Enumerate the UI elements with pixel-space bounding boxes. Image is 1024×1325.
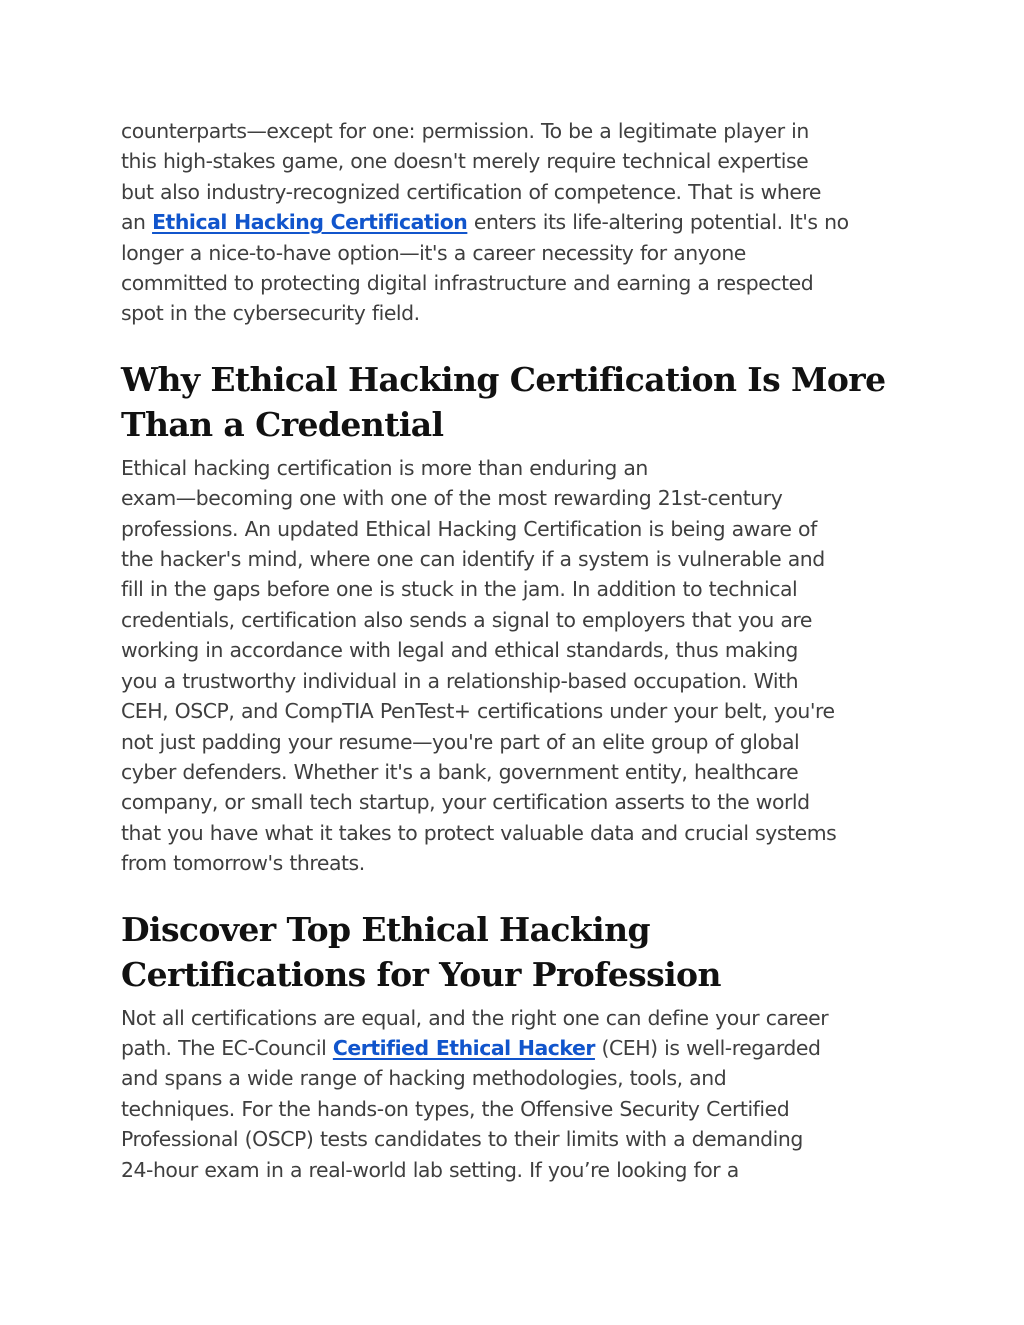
why-certification-paragraph bbox=[121, 453, 911, 879]
text-line: Not all certifications are equal, and the right one can define your career bbox=[121, 1005, 829, 1030]
text-line: spot in the cybersecurity field. bbox=[121, 301, 420, 326]
text-line: professions. An updated Ethical Hacking Certification is being aware of bbox=[121, 516, 817, 541]
text-line: you a trustworthy individual in a relationship-based occupation. With bbox=[121, 668, 799, 693]
text-line bbox=[121, 1033, 911, 1063]
text-line: CEH, OSCP, and CompTIA PenTest+ certifications under your belt, you're bbox=[121, 699, 835, 724]
section-heading-top-certifications bbox=[121, 907, 911, 997]
text-line: credentials, certification also sends a signal to employers that you are bbox=[121, 607, 813, 632]
text-line: but also industry-recognized certification of competence. That is where bbox=[121, 179, 822, 204]
text-line: not just padding your resume—you're part of an elite group of global bbox=[121, 729, 800, 754]
text-line: cyber defenders. Whether it's a bank, government entity, healthcare bbox=[121, 759, 799, 784]
text-fragment: an bbox=[121, 210, 153, 235]
ethical-hacking-certification-link[interactable]: Ethical Hacking Certification bbox=[152, 210, 468, 235]
text-line: committed to protecting digital infrastructure and earning a respected bbox=[121, 271, 814, 296]
heading-line: Certifications for Your Profession bbox=[121, 954, 721, 994]
text-line: and spans a wide range of hacking methodologies, tools, and bbox=[121, 1066, 727, 1091]
text-line: fill in the gaps before one is stuck in the jam. In addition to technical bbox=[121, 577, 798, 602]
text-line: this high-stakes game, one doesn't merely require technical expertise bbox=[121, 149, 809, 174]
text-line: Professional (OSCP) tests candidates to their limits with a demanding bbox=[121, 1127, 803, 1152]
text-line: 24-hour exam in a real-world lab setting. If you’re looking for a bbox=[121, 1157, 739, 1182]
text-fragment: path. The EC-Council bbox=[121, 1035, 333, 1060]
document-page bbox=[121, 116, 911, 1185]
heading-line: Why Ethical Hacking Certification Is More bbox=[121, 359, 886, 399]
text-line: exam—becoming one with one of the most rewarding 21st-century bbox=[121, 486, 783, 511]
text-line: counterparts—except for one: permission. To be a legitimate player in bbox=[121, 119, 809, 143]
text-line: company, or small tech startup, your certification asserts to the world bbox=[121, 790, 810, 815]
text-line: working in accordance with legal and ethical standards, thus making bbox=[121, 638, 798, 663]
text-line: longer a nice-to-have option—it's a career necessity for anyone bbox=[121, 240, 746, 265]
text-fragment: enters its life-altering potential. It's no bbox=[467, 210, 849, 235]
text-line: the hacker's mind, where one can identify if a system is vulnerable and bbox=[121, 547, 825, 572]
top-certifications-paragraph bbox=[121, 1003, 911, 1185]
heading-line: Discover Top Ethical Hacking bbox=[121, 909, 650, 949]
text-line: from tomorrow's threats. bbox=[121, 851, 365, 876]
intro-paragraph bbox=[121, 116, 911, 329]
heading-line: Than a Credential bbox=[121, 404, 444, 444]
section-heading-why-certification bbox=[121, 357, 911, 447]
text-line: techniques. For the hands-on types, the Offensive Security Certified bbox=[121, 1096, 790, 1121]
text-fragment: (CEH) is well-regarded bbox=[594, 1035, 821, 1060]
text-line: that you have what it takes to protect valuable data and crucial systems bbox=[121, 820, 837, 845]
text-line bbox=[121, 207, 911, 237]
certified-ethical-hacker-link[interactable]: Certified Ethical Hacker bbox=[332, 1035, 595, 1060]
text-line: Ethical hacking certification is more than enduring an bbox=[121, 455, 648, 480]
